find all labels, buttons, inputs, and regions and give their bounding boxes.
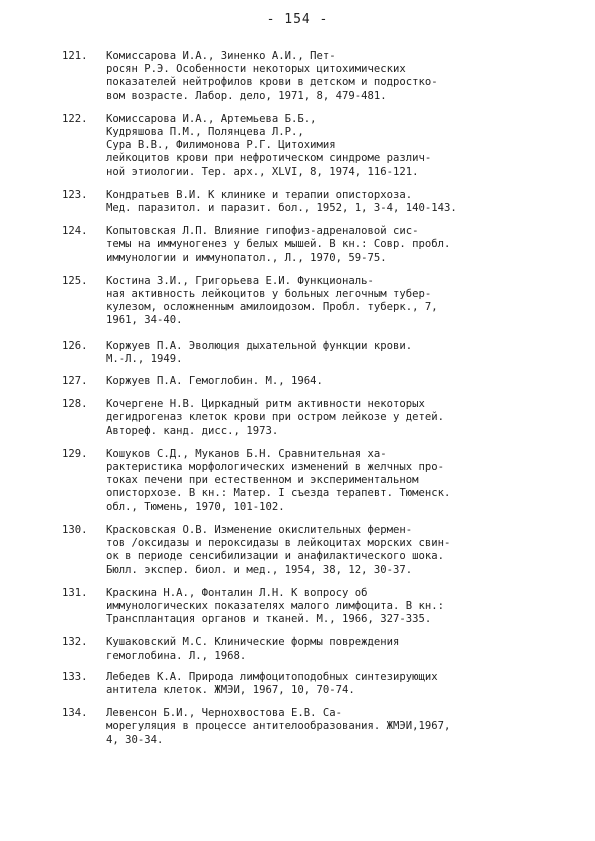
- entry-number: 130.: [62, 523, 88, 536]
- entry-line: морегуляция в процессе антителообразования. ЖМЭИ,1967,: [106, 720, 451, 733]
- entry-line: кулезом, осложненным амилоидозом. Пробл. туберк., 7,: [106, 301, 438, 314]
- entry-line: Кочергене Н.В. Циркадный ритм активности некоторых: [106, 398, 425, 411]
- bibliography-entry: [62, 275, 562, 328]
- entry-line: дегидрогеназ клеток крови при остром лейкозе у детей.: [106, 411, 445, 424]
- entry-line: Коржуев П.А. Эволюция дыхательной функции крови.: [106, 339, 413, 352]
- bibliography-list: [62, 40, 562, 747]
- entry-line: Бюлл. экспер. биол. и мед., 1954, 38, 12, 30-37.: [106, 563, 413, 576]
- entry-number: 124.: [62, 225, 88, 238]
- entry-number: 126.: [62, 339, 88, 352]
- entry-line: лейкоцитов крови при нефротическом синдроме различ-: [106, 152, 432, 165]
- entry-line: Красковская О.В. Изменение окислительных фермен-: [106, 523, 413, 536]
- entry-line: Автореф. канд. дисс., 1973.: [106, 424, 279, 437]
- bibliography-entry: [62, 636, 562, 662]
- entry-line: Левенсон Б.И., Чернохвостова Е.В. Са-: [106, 707, 342, 720]
- entry-number: 133.: [62, 670, 88, 683]
- bibliography-entry: [62, 375, 562, 388]
- bibliography-entry: [62, 189, 562, 215]
- entry-line: 1961, 34-40.: [106, 314, 183, 327]
- entry-line: Кудряшова П.М., Полянцева Л.Р.,: [106, 126, 304, 139]
- entry-line: ок в периоде сенсибилизации и анафилактического шока.: [106, 550, 445, 563]
- entry-line: иммунологии и иммунопатол., Л., 1970, 59-75.: [106, 251, 387, 264]
- entry-line: вом возрасте. Лабор. дело, 1971, 8, 479-481.: [106, 89, 387, 102]
- entry-line: ной этиологии. Тер. арх., XLVI, 8, 1974, 116-121.: [106, 165, 419, 178]
- entry-line: М.-Л., 1949.: [106, 352, 183, 365]
- bibliography-entry: [62, 587, 562, 627]
- entry-line: Сура В.В., Филимонова Р.Г. Цитохимия: [106, 139, 336, 152]
- entry-number: 122.: [62, 112, 88, 125]
- bibliography-entry: [62, 707, 562, 747]
- bibliography-entry: [62, 524, 562, 577]
- bibliography-entry: [62, 448, 562, 514]
- entry-line: антитела клеток. ЖМЭИ, 1967, 10, 70-74.: [106, 683, 355, 696]
- entry-number: 123.: [62, 188, 88, 201]
- entry-number: 132.: [62, 636, 88, 649]
- entry-number: 134.: [62, 707, 88, 720]
- entry-number: 131.: [62, 586, 88, 599]
- entry-line: росян Р.Э. Особенности некоторых цитохимических: [106, 63, 406, 76]
- entry-line: Мед. паразитол. и паразит. бол., 1952, 1, 3-4, 140-143.: [106, 202, 457, 215]
- entry-line: Коржуев П.А. Гемоглобин. М., 1964.: [106, 375, 323, 388]
- entry-line: обл., Тюмень, 1970, 101-102.: [106, 500, 285, 513]
- entry-number: 129.: [62, 447, 88, 460]
- entry-line: Кушаковский М.С. Клинические формы повреждения: [106, 636, 400, 649]
- bibliography-entry: [62, 398, 562, 438]
- page-number: - 154 -: [266, 12, 329, 27]
- entry-line: иммунологических показателях малого лимфоцита. В кн.:: [106, 599, 445, 612]
- entry-line: рактеристика морфологических изменений в желчных про-: [106, 461, 445, 474]
- entry-line: Кондратьев В.И. К клинике и терапии описторхоза.: [106, 188, 413, 201]
- entry-line: гемоглобина. Л., 1968.: [106, 649, 247, 662]
- entry-line: токах печени при естественном и экспериментальном: [106, 474, 419, 487]
- bibliography-entry: [62, 225, 562, 265]
- entry-line: Копытовская Л.П. Влияние гипофиз-адреналовой сис-: [106, 225, 419, 238]
- entry-number: 128.: [62, 398, 88, 411]
- bibliography-entry: [62, 113, 562, 179]
- entry-line: ная активность лейкоцитов у больных легочным тубер-: [106, 288, 432, 301]
- entry-line: тов /оксидазы и пероксидазы в лейкоцитах морских свин-: [106, 537, 451, 550]
- entry-number: 127.: [62, 375, 88, 388]
- entry-line: темы на иммуногенез у белых мышей. В кн.: Совр. пробл.: [106, 238, 451, 251]
- entry-line: Лебедев К.А. Природа лимфоцитоподобных синтезирующих: [106, 670, 438, 683]
- bibliography-entry: [62, 671, 562, 697]
- entry-line: Трансплантация органов и тканей. М., 1966, 327-335.: [106, 613, 432, 626]
- entry-line: Комиссарова И.А., Артемьева Б.Б.,: [106, 112, 317, 125]
- entry-line: 4, 30-34.: [106, 733, 164, 746]
- entry-line: описторхозе. В кн.: Матер. I съезда терапевт. Тюменск.: [106, 487, 451, 500]
- entry-line: Комиссарова И.А., Зиненко А.И., Пет-: [106, 50, 336, 62]
- bibliography-entry: [62, 340, 562, 366]
- entry-line: Костина З.И., Григорьева Е.И. Функциональ-: [106, 274, 374, 287]
- entry-line: показателей нейтрофилов крови в детском и подростко-: [106, 76, 438, 89]
- bibliography-entry: [62, 50, 562, 103]
- entry-number: 125.: [62, 274, 88, 287]
- entry-line: Краскина Н.А., Фонталин Л.Н. К вопросу об: [106, 586, 368, 599]
- entry-number: 121.: [62, 50, 88, 62]
- entry-line: Кошуков С.Д., Муканов Б.Н. Сравнительная ха-: [106, 447, 387, 460]
